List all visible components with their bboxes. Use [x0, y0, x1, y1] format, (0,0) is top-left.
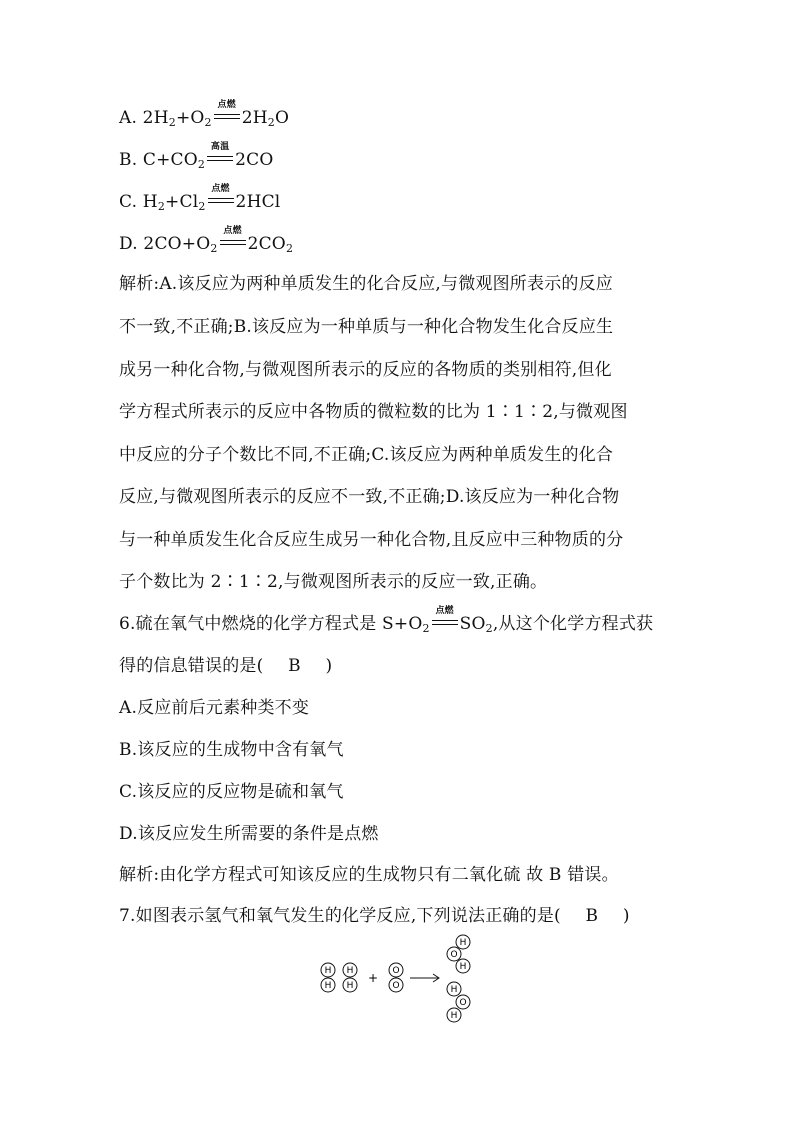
q6-stem: 6.硫在氧气中燃烧的化学方程式是 $S+O_2$ 点燃 $SO_2$,从这个化学方程式获 — [119, 606, 654, 635]
svg-text:H: H — [346, 981, 354, 991]
water-molecule — [447, 982, 470, 1022]
hydrogen-molecule — [343, 963, 357, 992]
reaction-arrow: 点燃 — [431, 614, 459, 628]
water-molecule — [447, 935, 470, 973]
q5-analysis-line: 与一种单质发生化合反应生成另一种化合物,且反应中三种物质的分 — [119, 530, 624, 550]
reaction-arrow: 点燃 — [219, 234, 247, 248]
q5-option-a: A. $2H_2+O_2$ 点燃 $2H_2O$ — [119, 100, 290, 129]
svg-text:O: O — [450, 950, 458, 960]
q6-option-b: B.该反应的生成物中含有氧气 — [119, 740, 344, 760]
plus-sign: + — [367, 971, 379, 985]
q5-analysis-line: 子个数比为 2∶1∶2,与微观图所表示的反应一致,正确。 — [119, 572, 548, 592]
q6-answer: B — [288, 656, 301, 676]
molecule-reaction-diagram — [314, 932, 484, 1024]
oxygen-molecule — [389, 963, 403, 992]
reaction-arrow: 高温 — [206, 150, 234, 164]
q5-analysis-line: 中反应的分子个数比不同,不正确;C.该反应为两种单质发生的化合 — [119, 445, 614, 465]
svg-text:O: O — [459, 998, 467, 1008]
q5-analysis-line: 学方程式所表示的反应中各物质的微粒数的比为 1∶1∶2,与微观图 — [119, 402, 628, 422]
q6-option-c: C.该反应的反应物是硫和氧气 — [119, 782, 344, 802]
q5-analysis-line: 反应,与微观图所表示的反应不一致,不正确;D.该反应为一种化合物 — [119, 487, 620, 507]
q5-option-c: C. $H_2+Cl_2$ 点燃 2HCl — [119, 184, 281, 213]
svg-text:O: O — [392, 966, 400, 976]
reaction-arrow: 点燃 — [207, 192, 235, 206]
q5-analysis-line: 解析:A.该反应为两种单质发生的化合反应,与微观图所表示的反应 — [119, 274, 614, 294]
q6-option-a: A.反应前后元素种类不变 — [119, 698, 310, 718]
q6-stem-line2: 得的信息错误的是( B ) — [119, 656, 333, 676]
svg-text:O: O — [392, 981, 400, 991]
q7-stem: 7.如图表示氢气和氧气发生的化学反应,下列说法正确的是( B ) — [119, 906, 630, 926]
q6-option-d: D.该反应发生所需要的条件是点燃 — [119, 824, 379, 844]
q5-option-d: D. $2CO+O_2$ 点燃 $2CO_2$ — [119, 226, 294, 255]
svg-text:H: H — [324, 966, 332, 976]
svg-text:H: H — [450, 985, 458, 995]
q7-answer: B — [585, 906, 599, 926]
hydrogen-molecule — [321, 963, 335, 992]
svg-text:H: H — [346, 966, 354, 976]
q5-option-b: B. $C+CO_2$ 高温 2CO — [119, 142, 274, 171]
svg-text:H: H — [450, 1011, 458, 1021]
arrow-right-icon — [410, 974, 439, 982]
q5-analysis-line: 成另一种化合物,与微观图所表示的反应的各物质的类别相符,但化 — [119, 360, 612, 380]
svg-text:H: H — [459, 962, 467, 972]
svg-text:H: H — [324, 981, 332, 991]
reaction-arrow: 点燃 — [213, 108, 241, 122]
q6-analysis: 解析:由化学方程式可知该反应的生成物只有二氧化硫 故 B 错误。 — [119, 865, 619, 885]
svg-text:H: H — [459, 938, 467, 948]
q5-analysis-line: 不一致,不正确;B.该反应为一种单质与一种化合物发生化合反应生 — [119, 317, 614, 337]
